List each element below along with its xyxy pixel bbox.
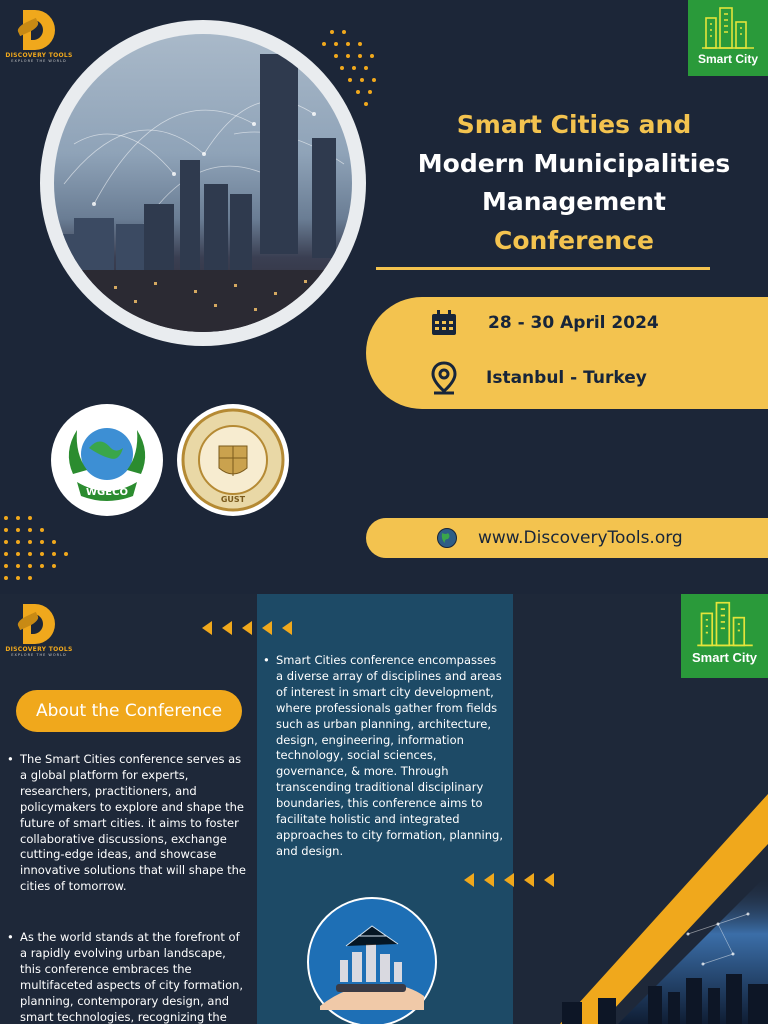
wgeco-label: WGECO bbox=[86, 487, 128, 498]
flyer-page-2 bbox=[0, 594, 768, 1024]
title-line-2: Modern Municipalities bbox=[417, 148, 731, 178]
about-conference-badge: About the Conference bbox=[16, 690, 242, 732]
title-divider bbox=[376, 267, 710, 270]
bullet-icon: • bbox=[7, 752, 14, 766]
discovery-d-icon bbox=[17, 10, 61, 50]
bullet-icon: • bbox=[263, 653, 270, 667]
city-skyline-image bbox=[54, 34, 352, 332]
bullet-icon: • bbox=[7, 930, 14, 944]
discovery-logo-tagline-2: EXPLORE THE WORLD bbox=[11, 653, 67, 657]
discovery-d-icon-2 bbox=[17, 604, 61, 644]
about-paragraph-2 bbox=[7, 930, 250, 1024]
about-paragraph-2-text: As the world stands at the forefront of a rapidly evolving urban landscape, this conference embraces the multifaceted aspects of city formation, planning, contemporary design, and smart technologies, recognizing the bbox=[20, 930, 244, 1024]
calendar-icon bbox=[430, 309, 458, 337]
panel-paragraph bbox=[263, 653, 506, 860]
dot-pattern-left bbox=[0, 512, 80, 592]
title-line-4: Conference bbox=[493, 225, 654, 255]
gust-seal bbox=[177, 404, 289, 516]
arrow-row-top bbox=[202, 621, 302, 635]
title-line-1: Smart Cities and bbox=[456, 110, 692, 139]
discovery-logo-name-2: DISCOVERY TOOLS bbox=[5, 646, 73, 653]
smart-city-logo bbox=[688, 0, 768, 76]
smart-city-hand-image bbox=[306, 896, 438, 1024]
discovery-tools-logo-2 bbox=[4, 604, 74, 657]
smart-city-logo-label-2: Smart City bbox=[691, 650, 758, 665]
city-buildings-icon-2 bbox=[693, 598, 757, 648]
conference-title bbox=[378, 106, 768, 260]
website-url[interactable]: www.DiscoveryTools.org bbox=[478, 528, 683, 548]
event-info-panel bbox=[366, 297, 768, 409]
event-location: Istanbul - Turkey bbox=[486, 368, 647, 388]
panel-paragraph-text: Smart Cities conference encompasses a diverse array of disciplines and areas of interest in smart city development, where professionals gather from fields such as urban planning, architecture, design, engineering, information technology, social sciences, governance, & more. Through transcending traditional disciplinary boundaries, this conference aims to facilitate holistic and integrated approaches to city formation, planning, and design. bbox=[276, 653, 503, 858]
city-buildings-icon bbox=[698, 4, 758, 50]
about-paragraph-1-text: The Smart Cities conference serves as a global platform for experts, researchers, practitioners, and policymakers to explore and shape the future of smart cities. it aims to foster collaborative discussions, exchange cutting-edge ideas, and showcase innovative solutions that will shape the cities of tomorrow. bbox=[20, 752, 246, 894]
about-paragraph-1 bbox=[7, 752, 250, 895]
event-date: 28 - 30 April 2024 bbox=[488, 313, 659, 333]
globe-icon bbox=[436, 527, 458, 549]
title-line-3: Management bbox=[481, 187, 667, 216]
discovery-logo-name: DISCOVERY TOOLS bbox=[5, 52, 73, 59]
location-row bbox=[430, 361, 647, 395]
map-pin-icon bbox=[430, 361, 458, 395]
wgeco-seal bbox=[51, 404, 163, 516]
arrow-row-bottom bbox=[464, 873, 564, 887]
gust-label: GUST bbox=[220, 495, 246, 504]
discovery-tools-logo bbox=[4, 10, 74, 63]
smart-city-logo-label: Smart City bbox=[697, 52, 759, 66]
discovery-logo-tagline: EXPLORE THE WORLD bbox=[11, 59, 67, 63]
website-banner[interactable] bbox=[366, 518, 768, 558]
date-row bbox=[430, 309, 659, 337]
smart-city-logo-2 bbox=[681, 594, 768, 678]
night-city-image bbox=[558, 874, 768, 1024]
